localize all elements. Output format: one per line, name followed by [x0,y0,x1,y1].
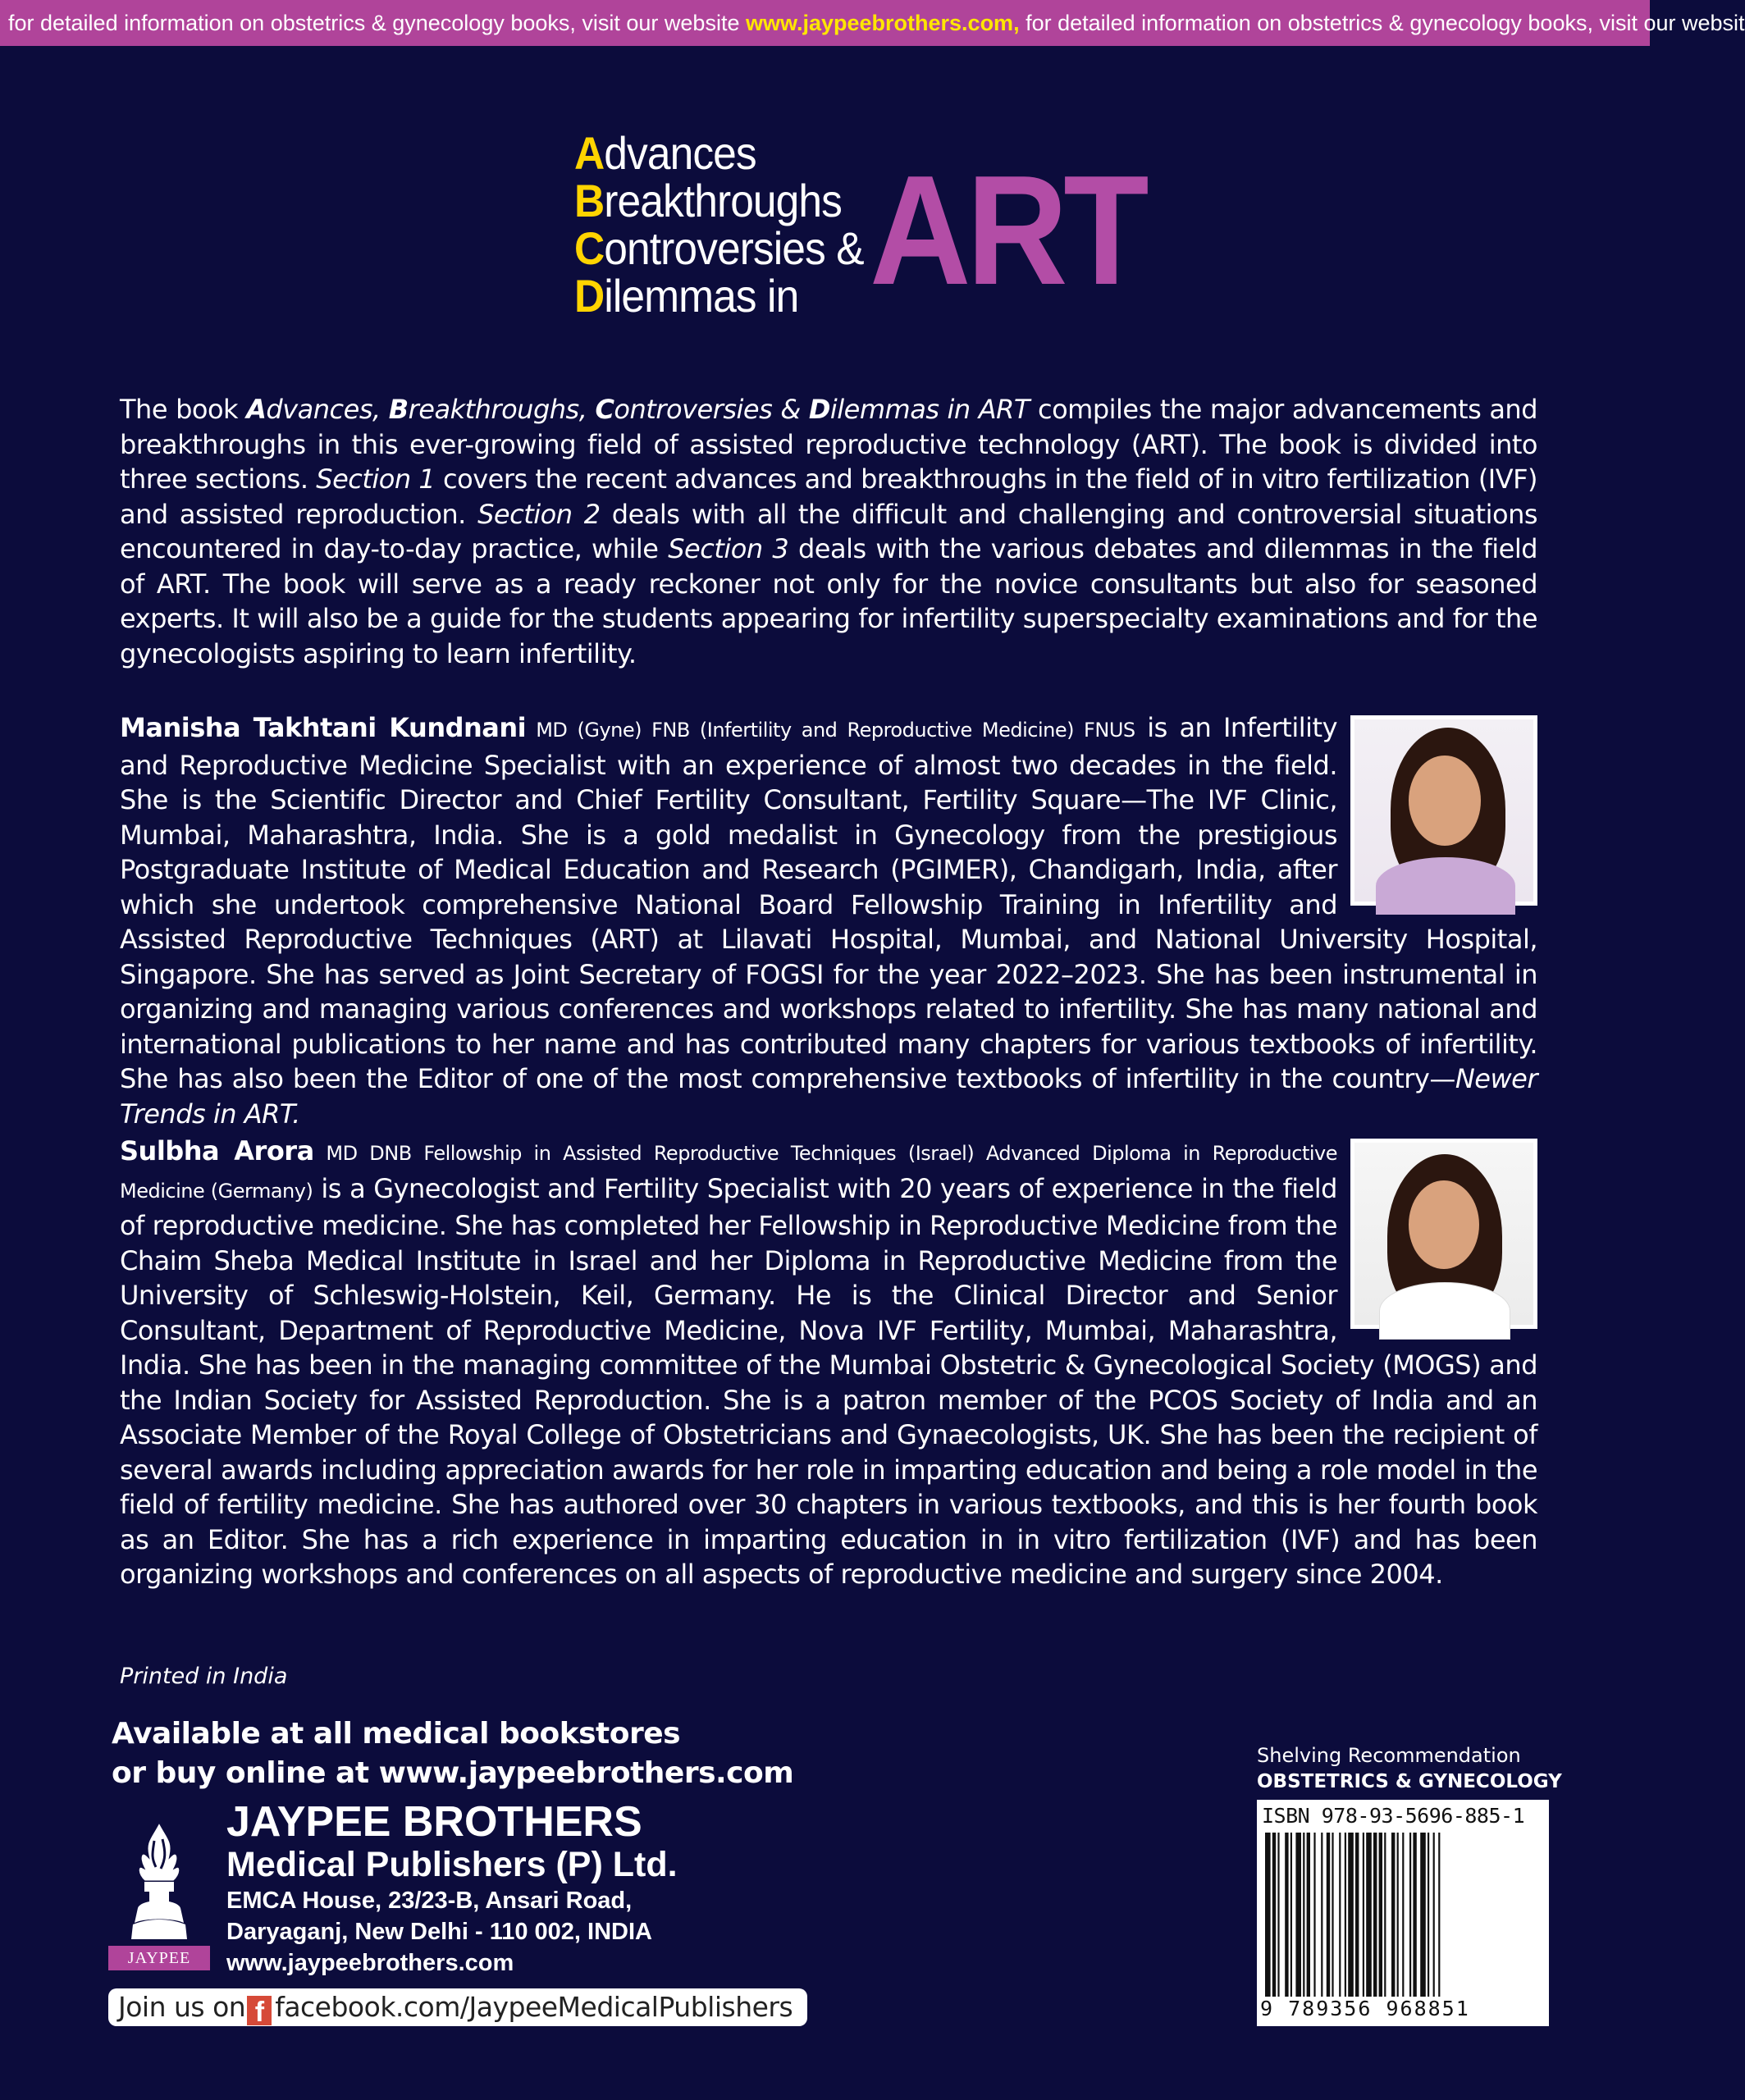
title-art: ART [870,144,1145,317]
publisher-address-2: Daryaganj, New Delhi - 110 002, INDIA [226,1919,652,1945]
jaypee-logo [108,1816,210,1972]
title-line-advances: Advances [574,127,756,179]
banner-website-link[interactable]: www.jaypeebrothers.com, [745,11,1020,35]
banner-text-1: for detailed information on obstetrics & gynecology books, visit our website [8,11,746,35]
title-line-controversies: Controversies & [574,222,864,274]
printed-in-india: Printed in India [120,1664,288,1689]
availability-note: Available at all medical bookstores or buy online at www.jaypeebrothers.com [112,1714,793,1793]
author-photo-manisha [1350,715,1537,906]
book-description: The book Advances, Breakthroughs, Controversies & Dilemmas in ART compiles the major advancements and breakthroughs in this ever-growing field of assisted reproductive technology (ART). The book is divided into three sections. Section 1 covers the recent advances and breakthroughs in the field of in vitro fertilization (IVF) and assisted reproduction. Section 2 deals with all the difficult and challenging and controversial situations encountered in day-to-day practice, while Section 3 deals with the various debates and dilemmas in the field of ART. The book will serve as a ready reckoner not only for the novice consultants but also for seasoned experts. It will also be a guide for the students appearing for infertility superspecialty examinations and for the gynecologists aspiring to learn infertility. [120,394,1538,669]
barcode-icon [1265,1833,1541,1997]
torch-icon [108,1816,210,1946]
top-banner [0,0,1745,46]
author-bio-sulbha: Sulbha Arora MD DNB Fellowship in Assisted Reproductive Techniques (Israel) Advanced Diploma in Reproductive Medicine (Germany) is a Gynecologist and Fertility Specialist with 20 years of experience in the field of reproductive medicine. She has completed her Fellowship in Reproductive Medicine from the Chaim Sheba Medical Institute in Israel and her Diploma in Reproductive Medicine from the University of Schleswig-Holstein, Keil, Germany. He is the Clinical Director and Senior Consultant, Department of Reproductive Medicine, Nova IVF Fertility, Mumbai, Maharashtra, India. She has been in the managing committee of the Mumbai Obstetric & Gynecological Society (MOGS) and the Indian Society for Assisted Reproduction. She is a patron member of the PCOS Society of India and an Associate Member of the Royal College of Obstetricians and Gynaecologists, UK. She has been the recipient of several awards including appreciation awards for her role in imparting education and being a role model in the field of fertility medicine. She has authored over 30 chapters in various textbooks, and this is her fourth book as an Editor. She has a rich experience in imparting education in in vitro fertilization (IVF) and has been organizing workshops and conferences on all aspects of reproductive medicine and surgery since 2004. [120,1135,1537,1590]
author-name-sulbha: Sulbha Arora [120,1135,314,1166]
publisher-address-1: EMCA House, 23/23-B, Ansari Road, [226,1888,633,1914]
author-degrees-sulbha: MD DNB Fellowship in Assisted Reproductive Techniques (Israel) Advanced Diploma in Reproductive Medicine (Germany) [120,1142,1337,1203]
facebook-link[interactable]: Join us on f facebook.com/JaypeeMedicalPublishers [108,1988,807,2026]
author-photo-sulbha [1350,1139,1537,1329]
title-line-breakthroughs: Breakthroughs [574,175,842,226]
facebook-url[interactable]: facebook.com/JaypeeMedicalPublishers [275,1991,793,2023]
publisher-subtitle: Medical Publishers (P) Ltd. [226,1845,678,1884]
facebook-icon: f [247,1996,272,2025]
book-title [574,127,1145,326]
author-degrees-manisha: MD (Gyne) FNB (Infertility and Reproductive Medicine) FNUS [526,719,1135,742]
barcode-digits: 9 789356 968851 [1260,1997,1470,2020]
title-line-dilemmas: Dilemmas in [574,270,799,322]
publisher-name: JAYPEE BROTHERS [226,1798,642,1846]
author-bio-manisha: Manisha Takhtani Kundnani MD (Gyne) FNB (Infertility and Reproductive Medicine) FNUS is an Infertility and Reproductive Medicine Specialist with an experience of almost two decades in the field. She is the Scientific Director and Chief Fertility Consultant, Fertility Square—The IVF Clinic, Mumbai, Maharashtra, India. She is a gold medalist in Gynecology from the prestigious Postgraduate Institute of Medical Education and Research (PGIMER), Chandigarh, India, after which she undertook comprehensive National Board Fellowship Training in Infertility and Assisted Reproductive Techniques (ART) at Lilavati Hospital, Mumbai, and National University Hospital, Singapore. She has served as Joint Secretary of FOGSI for the year 2022–2023. She has been instrumental in organizing and managing various conferences and workshops related to infertility. She has many national and international publications to her name and has contributed many chapters for various textbooks of infertility. She has also been the Editor of one of the most comprehensive textbooks of infertility in the country—Newer Trends in ART. [120,712,1537,1130]
banner-text-2: for detailed information on obstetrics & gynecology books, visit our websit [1019,11,1745,35]
isbn-text: ISBN 978-93-5696-885-1 [1262,1804,1525,1828]
publisher-info [226,1800,883,1979]
publisher-website[interactable]: www.jaypeebrothers.com [226,1950,514,1976]
buy-online-link[interactable]: or buy online at www.jaypeebrothers.com [112,1756,794,1790]
shelving-recommendation: Shelving Recommendation OBSTETRICS & GYNECOLOGY [1257,1744,1562,1792]
logo-label: JAYPEE [108,1946,210,1970]
author-name-manisha: Manisha Takhtani Kundnani [120,712,527,743]
isbn-barcode [1257,1800,1549,2026]
